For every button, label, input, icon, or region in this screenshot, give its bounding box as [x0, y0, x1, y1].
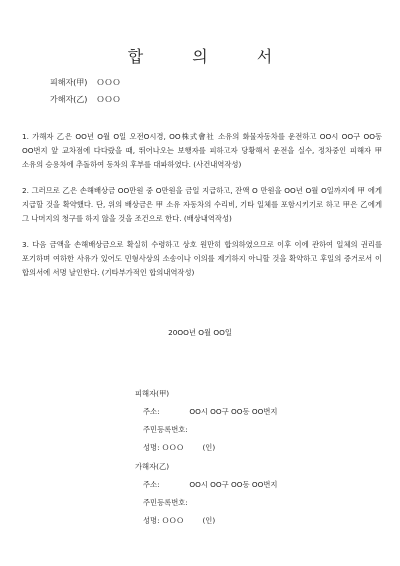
name-line	[143, 512, 277, 530]
parties-block	[50, 74, 121, 108]
address-label: 주소:	[143, 407, 160, 416]
name-value: ＯＯＯ	[161, 443, 184, 452]
id-number-label: 주민등록번호:	[143, 425, 188, 434]
id-number-line	[143, 421, 277, 439]
paragraph-incident: 1. 가해자 乙은 OO년 O월 O일 오전O시경, OO株式會社 소유의 화물자동차를 운전하고 OO시 OO구 OO동 OO번지 앞 교차점에 다다랐을 때, 뛰어나오는 보행자를 피하고자 당황해서 운전을 실수, 정차중인 피해자 甲 소유의 승용차에 추돌하여 동차의 후부를 대파하였다. (사건내역작성)	[22, 132, 382, 169]
offender-signature-block	[135, 458, 277, 530]
address-line	[143, 403, 277, 421]
agreement-date: 20OO년 O월 OO일	[168, 328, 232, 337]
name-line	[143, 439, 277, 457]
victim-label: 피해자(甲)	[50, 78, 88, 87]
id-number-label: 주민등록번호:	[143, 498, 188, 507]
offender-row	[50, 91, 121, 108]
signature-head: 가해자(乙)	[135, 462, 170, 471]
address-value: OO시 OO구 OO동 OO번지	[189, 407, 278, 416]
name-label: 성명:	[143, 443, 160, 452]
address-value: OO시 OO구 OO동 OO번지	[189, 480, 278, 489]
victim-row	[50, 74, 121, 91]
victim-value: ＯＯＯ	[96, 78, 121, 87]
address-label: 주소:	[143, 480, 160, 489]
paragraph-compensation: 2. 그러므로 乙은 손해배상금 OO만원 중 O만원을 금일 지급하고, 잔액 O 만원을 OO년 O월 O일까지에 甲 에게 지급할 것을 확약했다. 단, 위의 배상금은 甲 소유 자동차의 수리비, 기타 일체를 포함시키기로 하고 甲은 乙에게 그 나머지의 청구를 하지 않을 것을 조건으로 한다. (배상내역작성)	[22, 186, 382, 223]
address-line	[143, 476, 277, 494]
offender-value: ＯＯＯ	[96, 95, 121, 104]
name-value: ＯＯＯ	[161, 516, 184, 525]
document-title: 합 의 서	[127, 47, 295, 66]
name-label: 성명:	[143, 516, 160, 525]
signature-head: 피해자(甲)	[135, 389, 170, 398]
id-number-line	[143, 494, 277, 512]
paragraph-settlement: 3. 다음 금액을 손해배상금으로 확실히 수령하고 상호 원만히 합의하였으므로 이후 이에 관하여 일체의 권리를 포기하며 여하한 사유가 있어도 민형사상의 소송이나 이의를 제기하지 아니할 것을 확약하고 후일의 증거로서 이 합의서에 서명 날인한다. (기타부가적인 합의내역작성)	[22, 240, 382, 277]
victim-signature-block	[135, 385, 277, 457]
seal-mark: (인)	[202, 443, 216, 452]
seal-mark: (인)	[202, 516, 216, 525]
offender-label: 가해자(乙)	[50, 95, 88, 104]
